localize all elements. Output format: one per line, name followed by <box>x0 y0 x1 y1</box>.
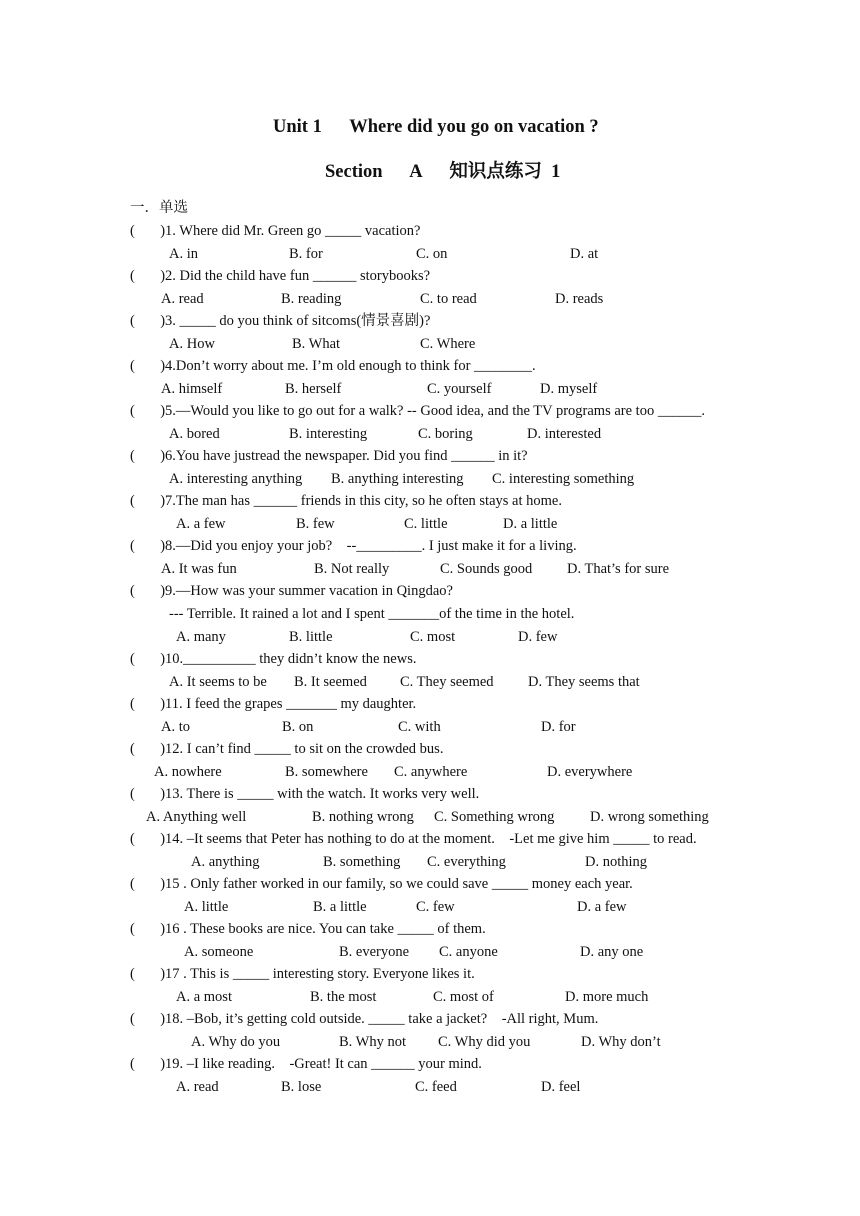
question-stem: ( )15 . Only father worked in our family, so we could save _____ money each year. <box>130 876 633 892</box>
option: C. with <box>398 719 441 735</box>
option: A. in <box>169 246 198 262</box>
option: A. Anything well <box>146 809 247 825</box>
question-stem: ( )11. I feed the grapes _______ my daughter. <box>130 696 417 712</box>
question-stem: ( )18. –Bob, it’s getting cold outside. _____ take a jacket? -All right, Mum. <box>130 1011 599 1027</box>
option: A. to <box>161 719 190 735</box>
question-stem: ( )5.—Would you like to go out for a walk? -- Good idea, and the TV programs are too ______. <box>130 403 705 419</box>
option: C. few <box>416 899 455 915</box>
option: A. a few <box>176 516 226 532</box>
option: A. How <box>169 336 215 352</box>
question-stem: ( )13. There is _____ with the watch. It works very well. <box>130 786 480 802</box>
option: C. Why did you <box>438 1034 531 1050</box>
option: B. lose <box>281 1079 322 1095</box>
option: B. anything interesting <box>331 471 464 487</box>
option: A. anything <box>191 854 260 870</box>
option: B. everyone <box>339 944 410 960</box>
option: A. interesting anything <box>169 471 303 487</box>
option: B. herself <box>285 381 342 397</box>
question-stem: ( )16 . These books are nice. You can take _____ of them. <box>130 921 486 937</box>
page-subtitle: Section A 知识点练习 1 <box>325 162 561 182</box>
option: B. few <box>296 516 335 532</box>
question-stem: ( )4.Don’t worry about me. I’m old enough to think for ________. <box>130 358 536 374</box>
option: C. anyone <box>439 944 498 960</box>
option: D. Why don’t <box>581 1034 661 1050</box>
option: B. What <box>292 336 341 352</box>
question-stem-line2: --- Terrible. It rained a lot and I spent _______of the time in the hotel. <box>169 606 575 622</box>
option: C. to read <box>420 291 477 307</box>
option: D. interested <box>527 426 602 442</box>
option: D. nothing <box>585 854 648 870</box>
option: D. few <box>518 629 558 645</box>
option: B. on <box>282 719 314 735</box>
option: A. bored <box>169 426 220 442</box>
option: D. any one <box>580 944 644 960</box>
question-stem: ( )9.—How was your summer vacation in Qingdao? <box>130 583 453 599</box>
question-stem: ( )10.__________ they didn’t know the news. <box>130 651 417 667</box>
option: C. Sounds good <box>440 561 533 577</box>
question-stem: ( )19. –I like reading. -Great! It can ______ your mind. <box>130 1056 482 1072</box>
option: A. read <box>176 1079 219 1095</box>
option: A. a most <box>176 989 232 1005</box>
option: C. yourself <box>427 381 492 397</box>
option: D. for <box>541 719 576 735</box>
question-stem: ( )14. –It seems that Peter has nothing to do at the moment. -Let me give him _____ to read. <box>130 831 697 847</box>
option: B. reading <box>281 291 342 307</box>
option: A. Why do you <box>191 1034 281 1050</box>
option: B. nothing wrong <box>312 809 414 825</box>
option: B. interesting <box>289 426 368 442</box>
option: A. little <box>184 899 229 915</box>
question-stem: ( )12. I can’t find _____ to sit on the crowded bus. <box>130 741 444 757</box>
question-stem: ( )7.The man has ______ friends in this city, so he often stays at home. <box>130 493 562 509</box>
option: C. Where <box>420 336 476 352</box>
option: C. everything <box>427 854 506 870</box>
option: A. It was fun <box>161 561 237 577</box>
option: B. somewhere <box>285 764 368 780</box>
option: B. the most <box>310 989 377 1005</box>
option: A. nowhere <box>154 764 222 780</box>
option: C. anywhere <box>394 764 468 780</box>
option: A. many <box>176 629 226 645</box>
question-stem: ( )8.—Did you enjoy your job? --_________. I just make it for a living. <box>130 538 577 554</box>
option: A. It seems to be <box>169 674 267 690</box>
option: B. little <box>289 629 333 645</box>
option: D. everywhere <box>547 764 633 780</box>
question-stem: ( )2. Did the child have fun ______ storybooks? <box>130 268 431 284</box>
option: D. reads <box>555 291 604 307</box>
question-stem: ( )1. Where did Mr. Green go _____ vacation? <box>130 223 421 239</box>
option: C. feed <box>415 1079 457 1095</box>
option: B. Why not <box>339 1034 406 1050</box>
section-heading: 一．单选 <box>130 200 188 216</box>
page-title: Unit 1 Where did you go on vacation ? <box>273 117 599 137</box>
option: C. interesting something <box>492 471 635 487</box>
question-stem: ( )17 . This is _____ interesting story. Everyone likes it. <box>130 966 475 982</box>
question-stem: ( )6.You have justread the newspaper. Did you find ______ in it? <box>130 448 528 464</box>
option: D. at <box>570 246 599 262</box>
option: D. That’s for sure <box>567 561 670 577</box>
option: D. They seems that <box>528 674 640 690</box>
option: C. boring <box>418 426 473 442</box>
option: A. himself <box>161 381 223 397</box>
option: B. for <box>289 246 323 262</box>
option: D. myself <box>540 381 598 397</box>
option: A. someone <box>184 944 254 960</box>
option: C. most of <box>433 989 494 1005</box>
option: D. a few <box>577 899 627 915</box>
option: C. Something wrong <box>434 809 555 825</box>
question-stem: ( )3. _____ do you think of sitcoms(情景喜剧)? <box>130 313 431 329</box>
option: C. little <box>404 516 448 532</box>
option: B. something <box>323 854 401 870</box>
option: D. feel <box>541 1079 581 1095</box>
option: B. a little <box>313 899 367 915</box>
option: A. read <box>161 291 204 307</box>
option: B. It seemed <box>294 674 367 690</box>
option: D. a little <box>503 516 558 532</box>
option: C. They seemed <box>400 674 494 690</box>
option: D. wrong something <box>590 809 709 825</box>
option: C. most <box>410 629 456 645</box>
option: B. Not really <box>314 561 390 577</box>
option: C. on <box>416 246 448 262</box>
option: D. more much <box>565 989 649 1005</box>
